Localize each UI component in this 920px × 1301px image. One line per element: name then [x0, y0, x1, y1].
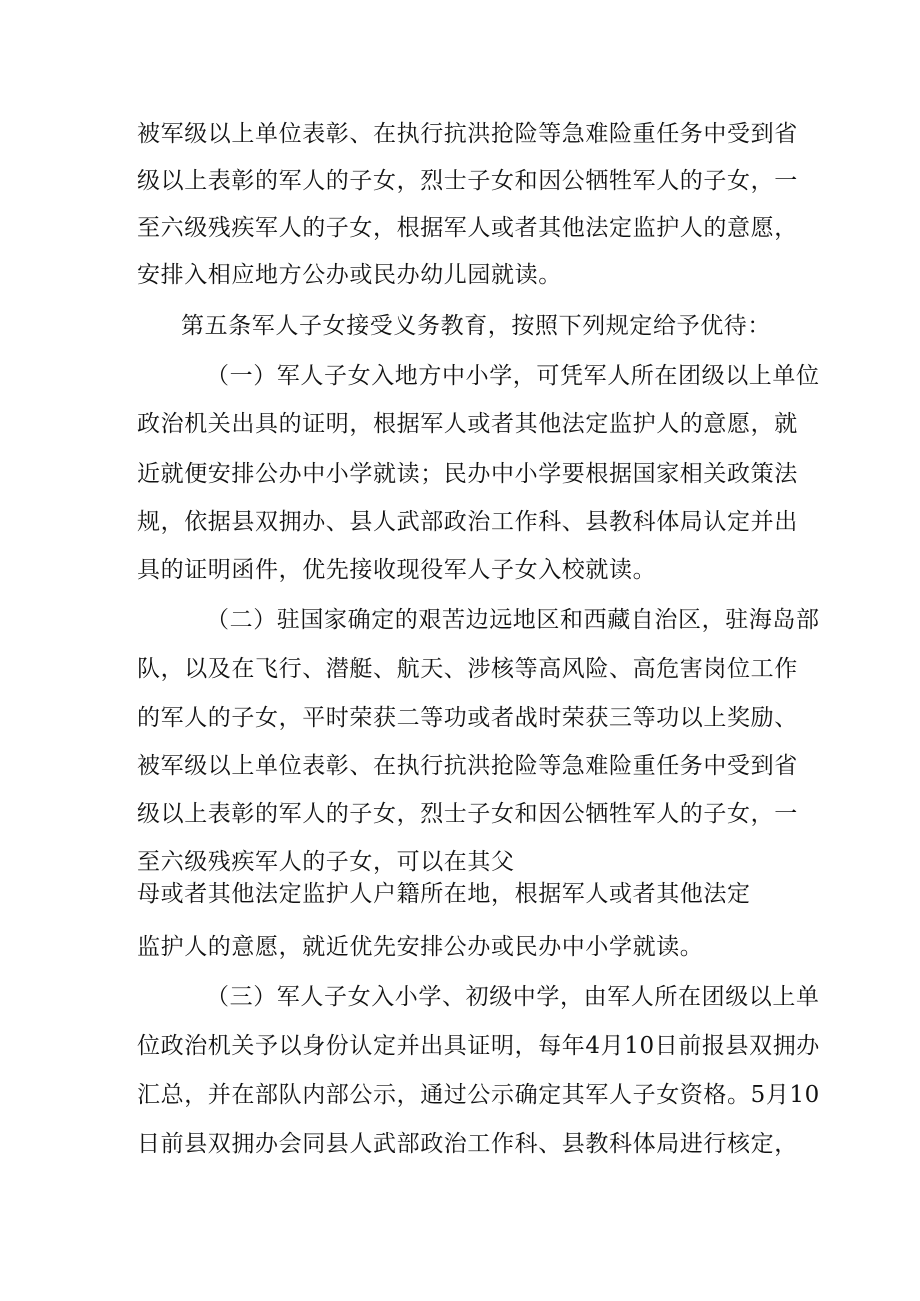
text-line-1: 被军级以上单位表彰、在执行抗洪抢险等急难险重任务中受到省	[137, 121, 798, 147]
clause-3-line-1: （三）军人子女入小学、初级中学，由军人所在团级以上单	[206, 984, 820, 1010]
clause-1-line-2: 政治机关出具的证明，根据军人或者其他法定监护人的意愿，就	[137, 411, 798, 437]
clause-1-line-5: 具的证明函件，优先接收现役军人子女入校就读。	[137, 557, 657, 583]
clause-3-line-3: 汇总，并在部队内部公示，通过公示确定其军人子女资格。5月10	[137, 1082, 820, 1108]
clause-2-line-7: 母或者其他法定监护人户籍所在地，根据军人或者其他法定	[137, 881, 751, 907]
clause-1-line-4: 规，依据县双拥办、县人武部政治工作科、县教科体局认定并出	[137, 509, 798, 535]
clause-1-line-1: （一）军人子女入地方中小学，可凭军人所在团级以上单位	[206, 363, 820, 389]
article-5-heading: 第五条军人子女接受义务教育，按照下列规定给予优待：	[181, 313, 771, 339]
clause-2-line-2: 队，以及在飞行、潜艇、航天、涉核等高风险、高危害岗位工作	[137, 656, 798, 682]
clause-3-line-4: 日前县双拥办会同县人武部政治工作科、县教科体局进行核定，	[137, 1131, 798, 1157]
text-line-3: 至六级残疾军人的子女，根据军人或者其他法定监护人的意愿，	[137, 215, 798, 241]
clause-2-line-1: （二）驻国家确定的艰苦边远地区和西藏自治区，驻海岛部	[206, 607, 820, 633]
clause-1-line-3: 近就便安排公办中小学就读；民办中小学要根据国家相关政策法	[137, 461, 798, 487]
text-line-4: 安排入相应地方公办或民办幼儿园就读。	[137, 262, 562, 288]
clause-2-line-3: 的军人的子女，平时荣获二等功或者战时荣获三等功以上奖励、	[137, 705, 798, 731]
clause-2-line-6: 至六级残疾军人的子女，可以在其父	[137, 849, 515, 875]
clause-2-line-4: 被军级以上单位表彰、在执行抗洪抢险等急难险重任务中受到省	[137, 753, 798, 779]
clause-2-line-8: 监护人的意愿，就近优先安排公办或民办中小学就读。	[137, 934, 704, 960]
clause-3-line-2: 位政治机关予以身份认定并出具证明，每年4月10日前报县双拥办	[137, 1033, 820, 1059]
text-line-2: 级以上表彰的军人的子女，烈士子女和因公牺牲军人的子女，一	[137, 168, 798, 194]
clause-2-line-5: 级以上表彰的军人的子女，烈士子女和因公牺牲军人的子女，一	[137, 801, 798, 827]
